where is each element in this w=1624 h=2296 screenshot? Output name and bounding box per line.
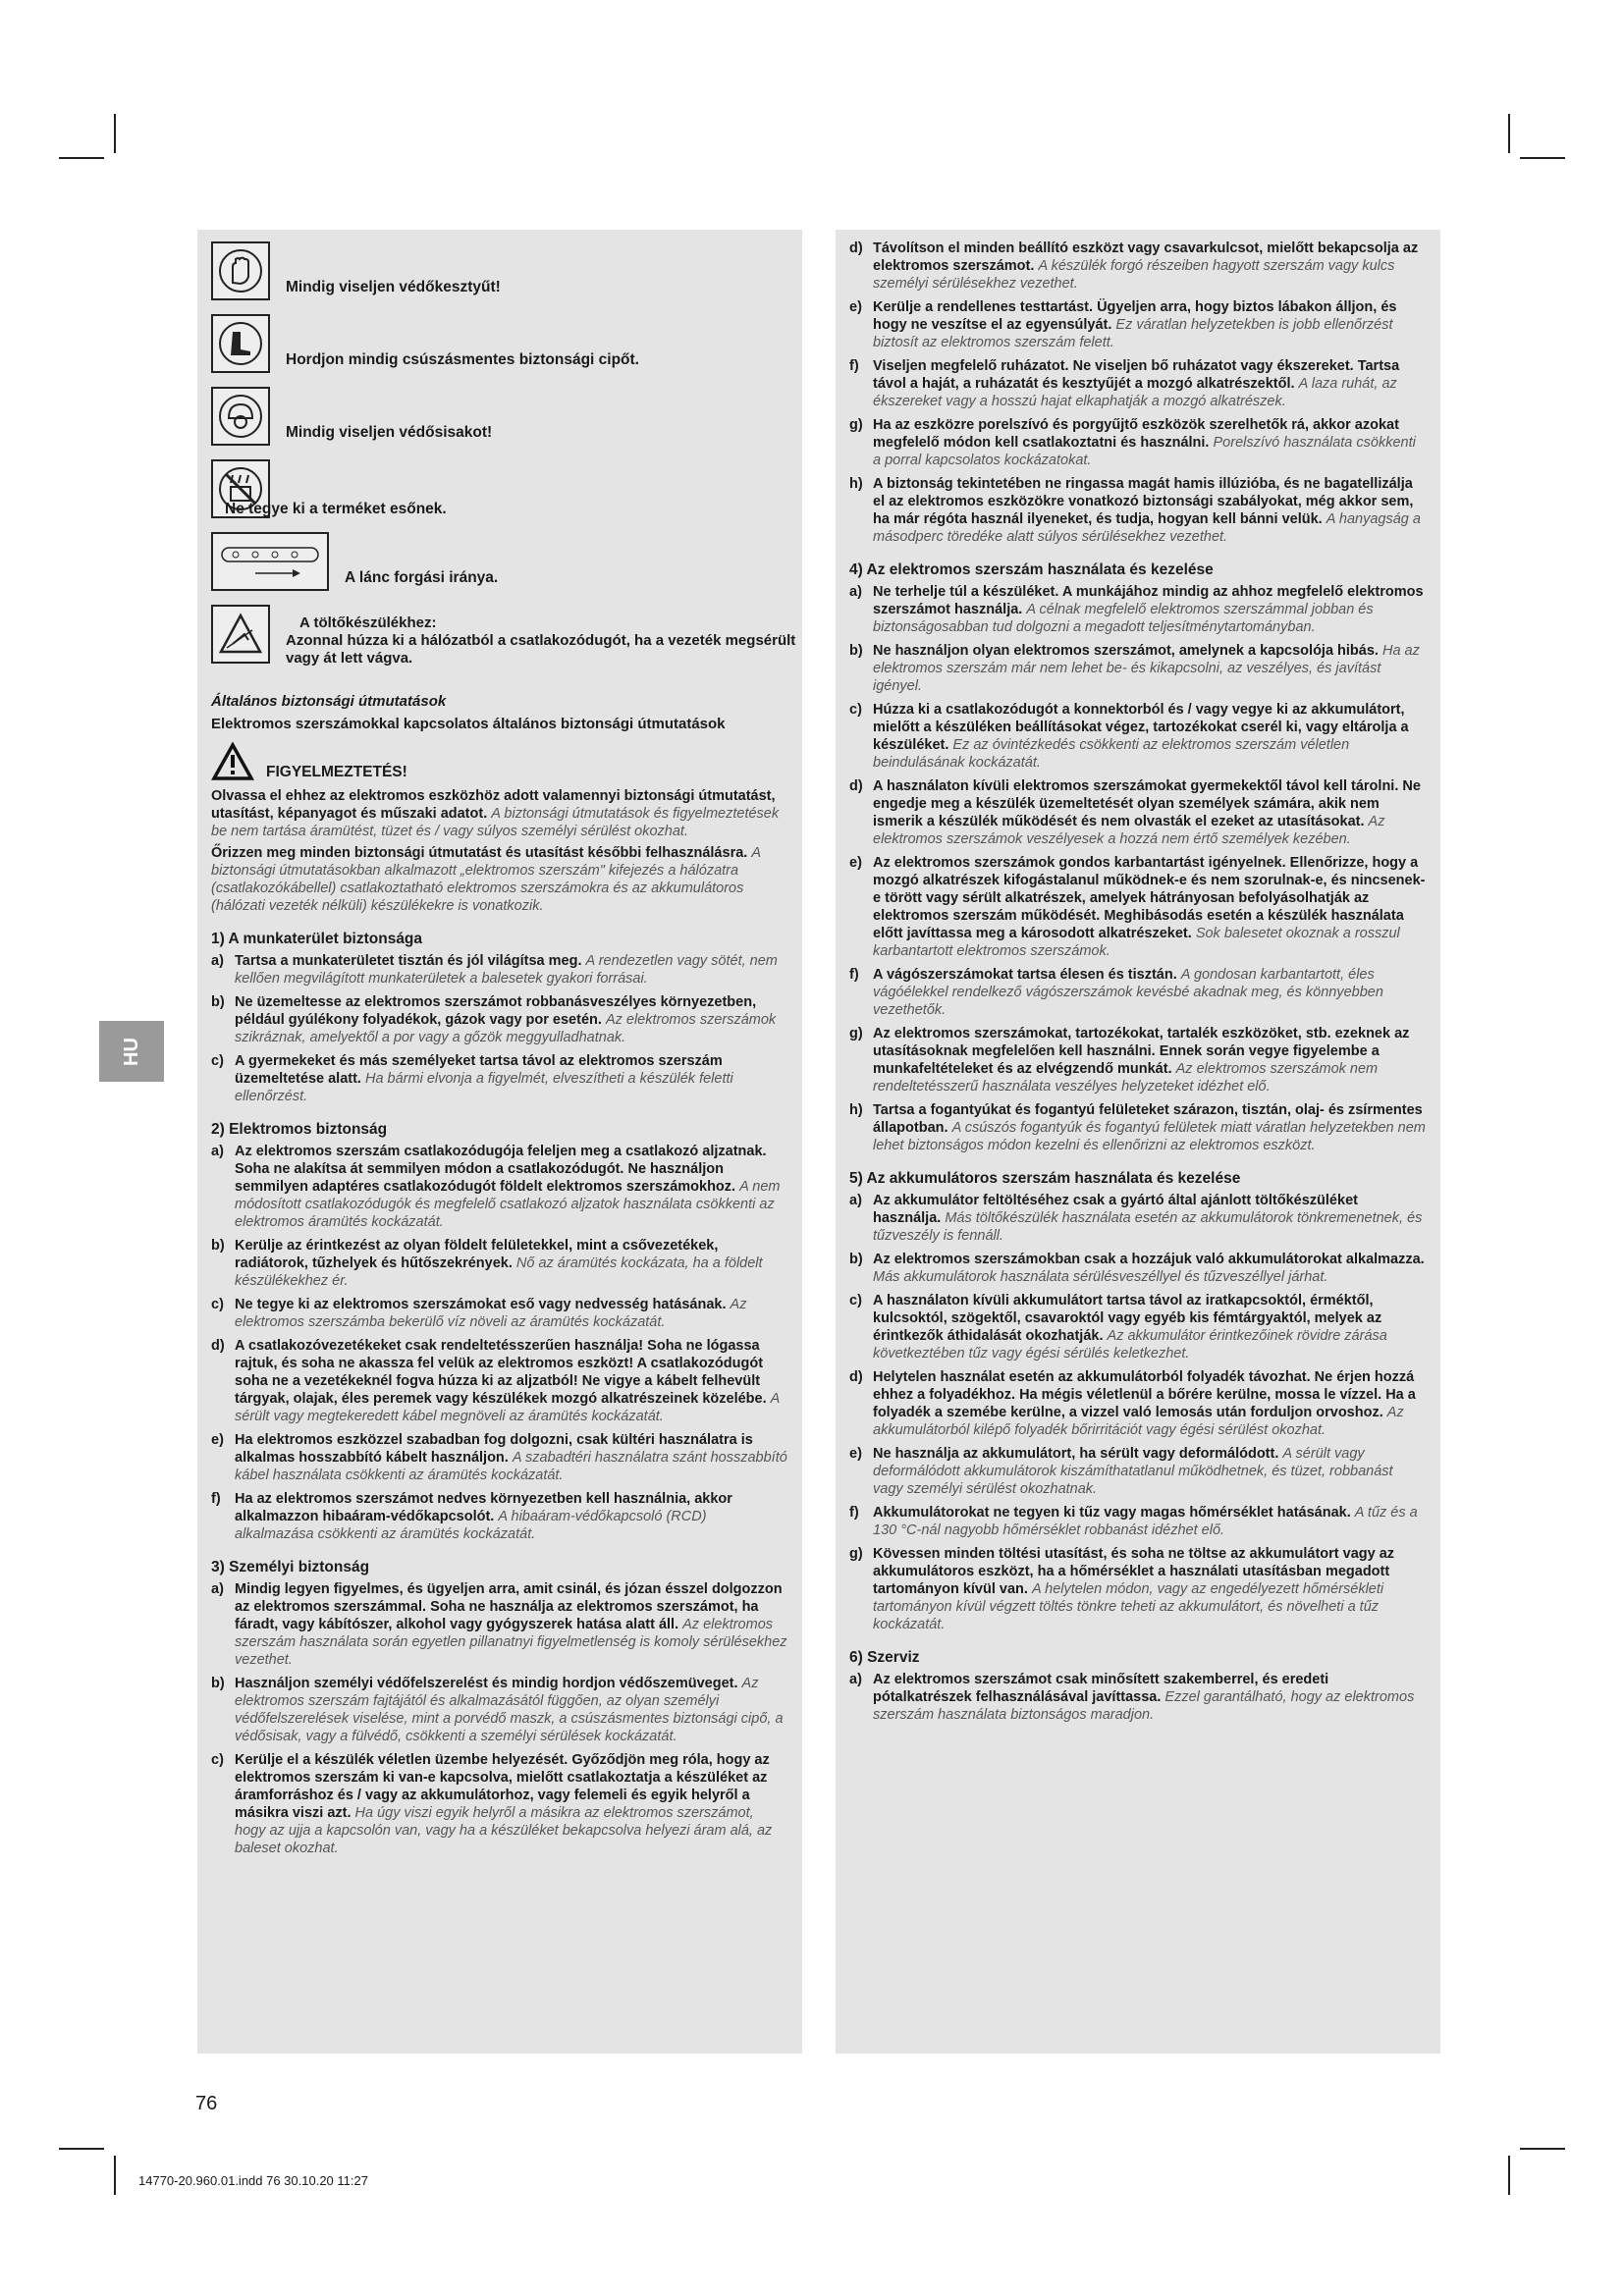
icon-row xyxy=(211,530,788,603)
item-letter: e) xyxy=(211,1432,224,1448)
list-item xyxy=(849,1025,1427,1095)
item-letter: f) xyxy=(849,358,859,374)
item-letter: g) xyxy=(849,417,863,433)
item-text: Használjon személyi védőfelszerelést és mindig hordjon védőszemüveget. Az elektromos szerszám fajtájától és alkalmazásától függően, az olyan személyi védőfelszerelések viselése, mint a porvédő maszk, a csúszásmentes biztonsági cipő, a védősisak, vagy a fülvédő, csökkenti a személyi sérülések kockázatát. xyxy=(235,1676,784,1744)
item-letter: d) xyxy=(849,240,863,256)
item-text: A biztonság tekintetében ne ringassa magát hamis illúzióba, és ne bagatellizálja el az elektromos eszközökre vonatkozó biztonsági szabályokat, még akkor sem, ha már régóta használ ilyeneket, és tudja, hogyan kell bánni velük. A hanyagság a másodperc töredéke alatt súlyos sérülésekhez vezethet. xyxy=(873,476,1421,545)
page-number: 76 xyxy=(195,2093,218,2114)
list-item xyxy=(211,1337,788,1425)
crop-mark xyxy=(59,157,104,159)
item-text: A vágószerszámokat tartsa élesen és tisztán. A gondosan karbantartott, éles vágóélekkel rendelkező vágószerszámok kevésbé akadnak meg, és könnyebben vezethetők. xyxy=(873,967,1383,1018)
item-text: Az elektromos szerszámokban csak a hozzájuk való akkumulátorokat alkalmazza. Más akkumulátorok használata sérülésveszéllyel és tűzveszéllyel járhat. xyxy=(873,1252,1425,1285)
icon-row xyxy=(211,240,788,312)
list-item xyxy=(849,416,1427,469)
list-item xyxy=(211,1052,788,1105)
intro-paragraph: Őrizzen meg minden biztonsági útmutatást és utasítást későbbi felhasználásra. A biztonsági útmutatásokban alkalmazott „elektromos szerszám" kifejezés a hálózatra (csatlakozókábellel) csatlakoztatható elektromos szerszámokra és az akkumulátoros (hálózati vezeték nélküli) készülékekre is vonatkozik. xyxy=(211,845,761,914)
list-item xyxy=(849,1101,1427,1154)
charger-warning-icon xyxy=(211,605,270,664)
left-column xyxy=(197,230,802,2054)
item-letter: c) xyxy=(849,1293,862,1308)
charger-block xyxy=(211,603,796,675)
right-column xyxy=(836,230,1440,2054)
item-letter: c) xyxy=(211,1053,224,1069)
item-letter: a) xyxy=(849,1193,862,1208)
chain-direction-icon xyxy=(211,532,329,591)
item-text: Viseljen megfelelő ruházatot. Ne viseljen bő ruházatot vagy ékszereket. Tartsa távol a haját, a ruházatát és kesztyűjét a mozgó alkatrészektől. A laza ruhát, az ékszereket vagy a hosszú hajat elkaphatják a mozgó alkatrészek. xyxy=(873,358,1400,409)
list-item xyxy=(849,854,1427,960)
item-letter: c) xyxy=(211,1297,224,1312)
item-text: Kövessen minden töltési utasítást, és soha ne töltse az akkumulátort vagy az akkumulátoros eszközt, ha a hőmérséklet a használati utasításban megadott tartományon kívül van. A helytelen módon, vagy az engedélyezett hőmérsékleti tartományon kívül végzett töltés tönkre teheti az akkumulátort, és növelheti a tűz kockázatát. xyxy=(873,1546,1395,1632)
list-item xyxy=(849,298,1427,351)
crop-mark xyxy=(1520,2148,1565,2150)
item-letter: f) xyxy=(849,1505,859,1521)
item-letter: a) xyxy=(849,1672,862,1687)
list-item xyxy=(849,1368,1427,1439)
item-letter: d) xyxy=(849,778,863,794)
item-text: Ha az elektromos szerszámot nedves környezetben kell használnia, akkor alkalmazzon hibaáram-védőkapcsolót. A hibaáram-védőkapcsoló (RCD) alkalmazása csökkenti az áramütés kockázatát. xyxy=(235,1491,732,1542)
item-letter: h) xyxy=(849,476,863,492)
right-sections xyxy=(849,561,1427,1724)
item-letter: f) xyxy=(211,1491,221,1507)
icon-row xyxy=(211,312,788,385)
section-heading: 5) Az akkumulátoros szerszám használata és kezelése xyxy=(849,1170,1241,1187)
print-footer: 14770-20.960.01.indd 76 30.10.20 11:27 xyxy=(138,2173,368,2188)
item-text: Az elektromos szerszám csatlakozódugója feleljen meg a csatlakozó aljzatnak. Soha ne alakítsa át semmilyen módon a csatlakozódugót. Ne használjon semmilyen adaptéres csatlakozódugót földelt elektromos szerszámokhoz. A nem módosított csatlakozódugók és megfelelő csatlakozó aljzatok használata csökkenti az elektromos áramütés kockázatát. xyxy=(235,1144,781,1230)
list-item xyxy=(849,701,1427,772)
item-letter: b) xyxy=(849,643,863,659)
crop-mark xyxy=(1508,2156,1510,2195)
item-letter: e) xyxy=(849,855,862,871)
list-item xyxy=(849,1545,1427,1633)
list-item xyxy=(849,777,1427,848)
item-text: Kerülje az érintkezést az olyan földelt felületekkel, mint a csővezetékek, radiátorok, tűzhelyek és hűtőszekrények. Nő az áramütés kockázata, ha a földelt készülékekhez ér. xyxy=(235,1238,763,1289)
item-text: Tartsa a munkaterületet tisztán és jól világítsa meg. A rendezetlen vagy sötét, nem kellően megvilágított munkaterületek a balesetek gyakori forrásai. xyxy=(235,953,778,987)
item-text: Akkumulátorokat ne tegyen ki tűz vagy magas hőmérséklet hatásának. A tűz és a 130 °C-nál nagyobb hőmérséklet robbanást idézhet elő. xyxy=(873,1505,1418,1538)
item-text: Tartsa a fogantyúkat és fogantyú felületeket szárazon, tisztán, olaj- és zsírmentes állapotban. A csúszós fogantyúk és fogantyú felületek miatt váratlan helyzetekben nem lehet biztonságos módon kezelni és ellenőrizni az elektromos eszközt. xyxy=(873,1102,1426,1153)
left-sections xyxy=(211,931,788,1857)
item-letter: d) xyxy=(849,1369,863,1385)
section-heading: 3) Személyi biztonság xyxy=(211,1559,370,1575)
language-code: HU xyxy=(120,1037,142,1066)
list-item xyxy=(211,1490,788,1543)
item-text: A csatlakozóvezetékeket csak rendeltetésszerűen használja! Soha ne lógassa rajtuk, és soha ne akassza fel velük az elektromos eszközt! A csatlakozódugót soha ne a vezetékeknél fogva húzza ki az aljzatból! Ne vigye a kábelt felhevült tárgyak, olajak, éles peremek vagy készülékek mozgó alkatrészeinek közelébe. A sérült vagy megtekeredett kábel megnöveli az áramütés kockázatát. xyxy=(235,1338,780,1424)
item-text: Kerülje el a készülék véletlen üzembe helyezését. Győződjön meg róla, hogy az elektromos szerszám ki van-e kapcsolva, mielőtt csatlakoztatja a készüléket az áramforráshoz és / vagy az akkumulátorhoz, vagy felemeli és egyik helyről a másikra viszi azt. Ha úgy viszi egyik helyről a másikra az elektromos szerszámot, hogy az ujja a kapcsolón van, vagy ha a készüléket bekapcsolva helyezi áram alá, az baleset okozhat. xyxy=(235,1752,773,1856)
icon-label: Mindig viseljen védősisakot! xyxy=(286,424,493,441)
list-item xyxy=(849,1504,1427,1539)
item-letter: a) xyxy=(211,953,224,969)
section-heading: 1) A munkaterület biztonsága xyxy=(211,931,423,947)
item-text: Távolítson el minden beállító eszközt vagy csavarkulcsot, mielőtt bekapcsolja az elektromos szerszámot. A készülék forgó részeiben hagyott szerszám vagy kulcs személyi sérülésekhez vezethet. xyxy=(873,240,1419,292)
list-item xyxy=(849,1671,1427,1724)
section-heading: 6) Szerviz xyxy=(849,1649,920,1666)
icon-label: Hordjon mindig csúszásmentes biztonsági cipőt. xyxy=(286,351,639,368)
item-text: Az elektromos szerszámot csak minősített szakemberrel, és eredeti pótalkatrészek felhasználásával javíttassa. Ezzel garantálható, hogy az elektromos szerszám használata biztonságos maradjon. xyxy=(873,1672,1415,1723)
item-letter: c) xyxy=(211,1752,224,1768)
list-item xyxy=(211,952,788,988)
gloves-icon xyxy=(211,241,270,300)
list-item xyxy=(211,1751,788,1857)
item-letter: e) xyxy=(849,1446,862,1462)
list-item xyxy=(211,1675,788,1745)
item-letter: a) xyxy=(211,1144,224,1159)
item-text: Kerülje a rendellenes testtartást. Ügyeljen arra, hogy biztos lábakon álljon, és hogy ne veszítse el az egyensúlyát. Ez váratlan helyzetekben is jobb ellenőrzést biztosít az elektromos szerszám felett. xyxy=(873,299,1397,350)
crop-mark xyxy=(1520,157,1565,159)
list-item xyxy=(849,357,1427,410)
item-text: A gyermekeket és más személyeket tartsa távol az elektromos szerszám üzemeltetése alatt. Ha bármi elvonja a figyelmét, elveszítheti a készülék feletti ellenőrzést. xyxy=(235,1053,733,1104)
item-text: Húzza ki a csatlakozódugót a konnektorból és / vagy vegye ki az akkumulátort, mielőtt a készüléken beállításokat végez, tartozékokat cserél ki, vagy eltárolja a készüléket. Ez az óvintézkedés csökkenti az elektromos szerszám véletlen beindulásának kockázatát. xyxy=(873,702,1409,771)
item-letter: b) xyxy=(211,994,225,1010)
charger-text: Azonnal húzza ki a hálózatból a csatlakozódugót, ha a vezeték megsérült vagy át lett vágva. xyxy=(286,632,796,667)
item-text: Ne tegye ki az elektromos szerszámokat eső vagy nedvesség hatásának. Az elektromos szerszámba bekerülő víz növeli az áramütés kockázatát. xyxy=(235,1297,747,1330)
list-item xyxy=(211,993,788,1046)
item-text: Ha az eszközre porelszívó és porgyűjtő eszközök szerelhetők rá, akkor azokat megfelelő módon kell csatlakoztatni és használni. Porelszívó használata csökkenti a porral kapcsolatos kockázatokat. xyxy=(873,417,1416,468)
list-item xyxy=(211,1143,788,1231)
item-letter: d) xyxy=(211,1338,225,1354)
item-text: Az akkumulátor feltöltéséhez csak a gyártó által ajánlott töltőkészüléket használja. Más töltőkészülék használata esetén az akkumulátorok tönkremenetnek, és tűzveszély is fennáll. xyxy=(873,1193,1423,1244)
item-text: Ne terhelje túl a készüléket. A munkájához mindig az ahhoz megfelelő elektromos szerszámot használja. A célnak megfelelő elektromos szerszámmal jobban és biztonságosabban tud dolgozni a megadott teljesítménytartományban. xyxy=(873,584,1424,635)
item-text: Az elektromos szerszámokat, tartozékokat, tartalék eszközöket, stb. ezeknek az utasításoknak megfelelően kell használni. Ennek során vegye figyelembe a munkafeltételeket és az elvégzendő munkát. Az elektromos szerszámok nem rendeltetésszerű használata veszélyes helyzeteket idézhet elő. xyxy=(873,1026,1410,1095)
item-letter: a) xyxy=(849,584,862,600)
crop-mark xyxy=(1508,114,1510,153)
crop-mark xyxy=(114,2156,116,2195)
icon-label: Ne tegye ki a terméket esőnek. xyxy=(225,501,447,517)
crop-mark xyxy=(114,114,116,153)
item-letter: g) xyxy=(849,1546,863,1562)
item-letter: b) xyxy=(849,1252,863,1267)
item-text: A használaton kívüli elektromos szerszámokat gyermekektől távol kell tárolni. Ne engedje meg a készülék üzemeltetését olyan személyek számára, akik nem ismerik a készülék működését és nem olvasták el ezeket az utasításokat. Az elektromos szerszámok veszélyesek a hozzá nem értő személyek kezében. xyxy=(873,778,1421,847)
list-item xyxy=(849,642,1427,695)
list-item xyxy=(849,1292,1427,1362)
item-letter: b) xyxy=(211,1238,225,1254)
general-title: Általános biztonsági útmutatások xyxy=(211,693,447,710)
section-heading: 2) Elektromos biztonság xyxy=(211,1121,388,1138)
item-letter: c) xyxy=(849,702,862,718)
item-text: Ne használja az akkumulátort, ha sérült vagy deformálódott. A sérült vagy deformálódott akkumulátorok kiszámíthatatlanul működhetnek, és tüzet, robbanást vagy személyi sérülést okozhatnak. xyxy=(873,1446,1393,1497)
item-text: Ne használjon olyan elektromos szerszámot, amelynek a kapcsolója hibás. Ha az elektromos szerszám már nem lehet be- és kikapcsolni, az veszélyes, és javítást igényel. xyxy=(873,643,1420,694)
charger-title: A töltőkészülékhez: xyxy=(299,614,437,631)
list-item xyxy=(849,240,1427,293)
list-item xyxy=(849,1445,1427,1498)
icon-label: A lánc forgási iránya. xyxy=(345,569,499,586)
item-text: A használaton kívüli akkumulátort tartsa távol az iratkapcsoktól, érméktől, kulcsoktól, szögektől, csavaroktól vagy egyéb kis fémtárgyaktól, melyek az érintkezők áthidalását okozhatják. Az akkumulátor érintkezőinek rövidre zárása következtében tűz vagy égési sérülés keletkezhet. xyxy=(873,1293,1387,1362)
list-item xyxy=(849,475,1427,546)
list-item xyxy=(211,1296,788,1331)
icon-row xyxy=(211,457,788,530)
list-item xyxy=(849,583,1427,636)
item-text: Helytelen használat esetén az akkumulátorból folyadék távozhat. Ne érjen hozzá ehhez a folyadékhoz. Ha mégis véletlenül a bőrére kerülne, mossa le vízzel. Ha a folyadék a szemébe kerülne, a vizzel való lemosás után forduljon orvoshoz. Az akkumulátorból kilépő folyadék bőrirritációt vagy égési sérülést okozhat. xyxy=(873,1369,1416,1438)
general-subtitle: Elektromos szerszámokkal kapcsolatos általános biztonsági útmutatások xyxy=(211,716,726,732)
list-item xyxy=(211,1431,788,1484)
icon-label: Mindig viseljen védőkesztyűt! xyxy=(286,279,501,295)
warning-triangle-icon xyxy=(211,742,254,781)
intro-paragraph: Olvassa el ehhez az elektromos eszközhöz adott valamennyi biztonsági útmutatást, utasítást, képanyagot és műszaki adatot. A biztonsági útmutatások és figyelmeztetések be nem tartása áramütést, tüzet és / vagy súlyos személyi sérülést okozhat. xyxy=(211,788,780,839)
item-letter: e) xyxy=(849,299,862,315)
item-letter: a) xyxy=(211,1581,224,1597)
item-text: Ne üzemeltesse az elektromos szerszámot robbanásveszélyes környezetben, például gyúlékony folyadékok, gázok vagy por esetén. Az elektromos szerszámok szikráznak, amelyektől a por vagy a gőzök meggyulladhatnak. xyxy=(235,994,777,1045)
list-item xyxy=(849,1192,1427,1245)
list-item xyxy=(849,1251,1427,1286)
warning-header xyxy=(211,742,788,781)
language-tab xyxy=(99,1021,164,1082)
item-letter: h) xyxy=(849,1102,863,1118)
icon-row xyxy=(211,385,788,457)
item-letter: f) xyxy=(849,967,859,983)
list-item xyxy=(211,1237,788,1290)
item-letter: b) xyxy=(211,1676,225,1691)
boots-icon xyxy=(211,314,270,373)
list-item xyxy=(211,1580,788,1669)
item-text: Az elektromos szerszámok gondos karbantartást igényelnek. Ellenőrizze, hogy a mozgó alkatrészek kifogástalanul működnek-e és nem szorulnak-e, és nincsenek-e törött vagy sérült alkatrészek, amelyek hátrányosan befolyásolhatják az elektromos szerszám működését. Meghibásodás esetén a készülék használata előtt javíttassa meg a károsodott alkatrészeket. Sok balesetet okoznak a rosszul karbantartott elektromos szerszámok. xyxy=(873,855,1426,959)
right-top-items xyxy=(849,240,1427,546)
list-item xyxy=(849,966,1427,1019)
crop-mark xyxy=(59,2148,104,2150)
item-text: Mindig legyen figyelmes, és ügyeljen arra, amit csinál, és józan ésszel dolgozzon az elektromos szerszámmal. Soha ne használja az elektromos szerszámot, ha fáradt, vagy kábítószer, alkohol vagy gyógyszerek hatása alatt áll. Az elektromos szerszám használata során egyetlen pillanatnyi figyelmetlenség is komoly sérülésekhez vezethet. xyxy=(235,1581,787,1668)
section-heading: 4) Az elektromos szerszám használata és kezelése xyxy=(849,561,1214,578)
item-letter: g) xyxy=(849,1026,863,1041)
helmet-icon xyxy=(211,387,270,446)
warning-label: FIGYELMEZTETÉS! xyxy=(266,764,407,780)
item-text: Ha elektromos eszközzel szabadban fog dolgozni, csak kültéri használatra is alkalmas hosszabbító kábelt használjon. A szabadtéri használatra szánt hosszabbító kábel használata csökkenti az áramütés kockázatát. xyxy=(235,1432,787,1483)
